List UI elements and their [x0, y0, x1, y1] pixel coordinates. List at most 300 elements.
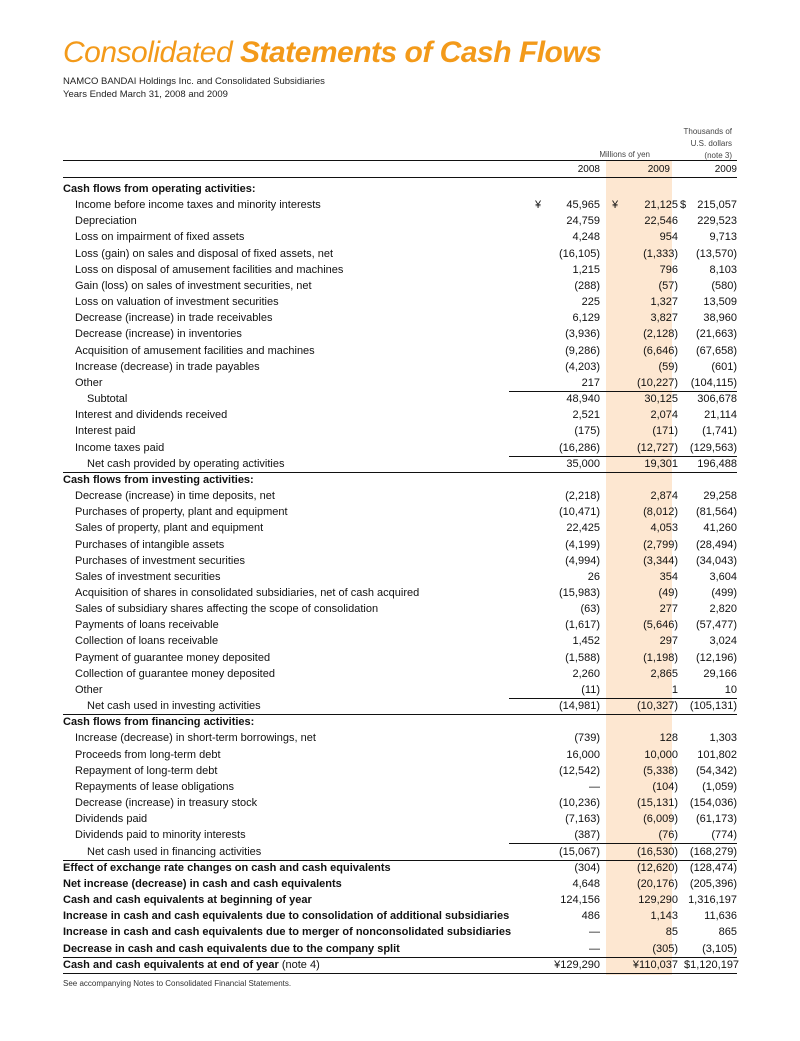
row-label	[75, 747, 221, 763]
value-col-2: (2,799)	[643, 539, 678, 551]
value-col-1: (10,471)	[559, 506, 600, 518]
value-col-2: (1,198)	[643, 652, 678, 664]
row-label	[63, 957, 320, 973]
title-bold: Statements of Cash Flows	[239, 36, 602, 69]
row-label	[75, 682, 103, 698]
value-col-2: (20,176)	[637, 878, 678, 890]
value-col-1: 1,452	[572, 635, 600, 647]
table-row	[63, 844, 737, 860]
value-col-2: 277	[659, 603, 678, 615]
value-col-3: (28,494)	[696, 539, 737, 551]
value-col-1: 4,648	[572, 878, 600, 890]
value-col-3: (580)	[711, 280, 737, 292]
value-col-1: 486	[581, 910, 600, 922]
value-col-1: (15,983)	[559, 587, 600, 599]
value-col-3: (105,131)	[689, 700, 737, 712]
value-col-3: (34,043)	[696, 555, 737, 567]
table-row	[63, 472, 737, 488]
row-label-text: Repayments of lease obligations	[75, 781, 234, 793]
column-header-2008: 2008	[577, 164, 600, 175]
value-col-1: (4,199)	[565, 539, 600, 551]
value-col-2: 4,053	[650, 522, 678, 534]
table-row	[63, 553, 737, 569]
row-label-text: Other	[75, 684, 103, 696]
row-divider	[63, 860, 737, 861]
column-header-2009-usd: 2009	[714, 164, 737, 175]
value-col-3: 865	[718, 926, 737, 938]
row-label	[63, 714, 254, 730]
value-col-1: —	[589, 943, 600, 955]
currency-symbol: $	[680, 199, 687, 211]
row-label	[75, 585, 419, 601]
table-row	[63, 811, 737, 827]
value-col-3: (499)	[711, 587, 737, 599]
row-label-text: Interest paid	[75, 425, 136, 437]
value-col-3: 3,024	[709, 635, 737, 647]
table-row	[63, 957, 740, 973]
value-col-3: 29,258	[703, 490, 737, 502]
value-col-1: 48,940	[566, 393, 600, 405]
value-col-3: (67,658)	[696, 345, 737, 357]
header-bottom-rule	[63, 177, 737, 178]
row-label-text: Decrease (increase) in time deposits, net	[75, 490, 275, 502]
row-divider	[63, 472, 737, 473]
row-label	[75, 359, 260, 375]
value-col-2: (6,009)	[643, 813, 678, 825]
value-col-3: 10	[724, 684, 737, 696]
row-label-text: Increase (decrease) in short-term borrowings, net	[75, 732, 316, 744]
value-col-1: (10,236)	[559, 797, 600, 809]
value-col-2: (16,530)	[637, 846, 678, 858]
title-light: Consolidated	[63, 36, 240, 69]
value-col-1: (387)	[574, 829, 600, 841]
unit-usd-line1: Thousands of	[683, 127, 732, 136]
value-col-1: (14,981)	[559, 700, 600, 712]
value-col-2: 19,301	[644, 458, 678, 470]
table-row	[63, 763, 737, 779]
row-label-text: Other	[75, 377, 103, 389]
value-col-3: (154,036)	[689, 797, 737, 809]
row-label-text: Collection of loans receivable	[75, 635, 219, 647]
fiscal-period: Years Ended March 31, 2008 and 2009	[63, 89, 228, 100]
row-label	[75, 569, 221, 585]
table-row	[63, 359, 737, 375]
row-label-text: Gain (loss) on sales of investment securities, net	[75, 280, 312, 292]
value-col-1: 4,248	[572, 231, 600, 243]
table-row	[63, 617, 737, 633]
row-divider	[509, 843, 737, 844]
value-col-3: 229,523	[697, 215, 737, 227]
value-col-3: 8,103	[709, 264, 737, 276]
value-col-2: 796	[659, 264, 678, 276]
row-label	[75, 730, 316, 746]
row-label-text: Dividends paid to minority interests	[75, 829, 246, 841]
table-row	[63, 730, 737, 746]
row-label-text: Decrease (increase) in trade receivables	[75, 312, 273, 324]
table-row	[63, 375, 737, 391]
row-divider	[63, 957, 737, 958]
row-divider	[509, 391, 737, 392]
row-divider	[63, 973, 737, 974]
row-label	[63, 924, 511, 940]
row-label	[75, 343, 315, 359]
row-label-text: Increase (decrease) in trade payables	[75, 361, 260, 373]
value-col-2: 1,143	[650, 910, 678, 922]
row-label-text: Collection of guarantee money deposited	[75, 668, 275, 680]
value-col-1: 22,425	[566, 522, 600, 534]
value-col-3: 13,509	[703, 296, 737, 308]
table-row	[63, 682, 737, 698]
value-col-2: 2,874	[650, 490, 678, 502]
row-label	[75, 262, 343, 278]
row-label-text: Decrease (increase) in treasury stock	[75, 797, 258, 809]
value-col-2: (10,327)	[637, 700, 678, 712]
value-col-2: 21,125	[644, 199, 678, 211]
value-col-1: (15,067)	[559, 846, 600, 858]
table-row	[63, 440, 737, 456]
value-col-2: (49)	[658, 587, 678, 599]
row-label	[87, 391, 127, 407]
value-col-1: (9,286)	[565, 345, 600, 357]
row-label-text: Purchases of property, plant and equipment	[75, 506, 288, 518]
value-col-2: (5,338)	[643, 765, 678, 777]
row-label	[75, 617, 219, 633]
table-row	[63, 650, 737, 666]
value-col-3: 41,260	[703, 522, 737, 534]
value-col-1: (4,994)	[565, 555, 600, 567]
row-label	[75, 504, 288, 520]
row-label-text: Net cash used in investing activities	[87, 700, 261, 712]
row-label-text: Increase in cash and cash equivalents due to merger of nonconsolidated subsidiaries	[63, 926, 512, 938]
row-label	[75, 553, 245, 569]
table-row	[63, 601, 737, 617]
row-label-text: Loss on impairment of fixed assets	[75, 231, 245, 243]
value-col-3: (168,279)	[689, 846, 737, 858]
value-col-3: 9,713	[709, 231, 737, 243]
row-label-text: Acquisition of amusement facilities and machines	[75, 345, 315, 357]
row-label-text: Sales of investment securities	[75, 571, 221, 583]
row-label	[63, 908, 509, 924]
row-label-text: Increase in cash and cash equivalents due to consolidation of additional subsidiaries	[63, 910, 510, 922]
value-col-3: (128,474)	[689, 862, 737, 874]
column-header-2009-yen: 2009	[647, 164, 670, 175]
value-col-1: (16,286)	[559, 442, 600, 454]
table-row	[63, 779, 737, 795]
unit-yen: Millions of yen	[599, 150, 650, 159]
table-row	[63, 908, 737, 924]
value-col-2: (3,344)	[643, 555, 678, 567]
row-label	[63, 941, 400, 957]
value-col-1: —	[589, 781, 600, 793]
row-label-text: Sales of subsidiary shares affecting the scope of consolidation	[75, 603, 379, 615]
row-label	[75, 520, 263, 536]
value-col-1: 1,215	[572, 264, 600, 276]
table-row	[63, 294, 737, 310]
value-col-2: (12,620)	[637, 862, 678, 874]
company-name: NAMCO BANDAI Holdings Inc. and Consolidated Subsidiaries	[63, 76, 325, 87]
row-label-text: Payment of guarantee money deposited	[75, 652, 271, 664]
row-label	[75, 795, 257, 811]
row-label-text: Cash and cash equivalents at end of year	[63, 959, 279, 971]
table-row	[63, 941, 737, 957]
row-label-suffix: (note 4)	[278, 959, 320, 971]
row-divider	[509, 456, 737, 457]
value-col-3: (61,173)	[696, 813, 737, 825]
row-label	[75, 310, 272, 326]
row-label	[75, 601, 378, 617]
row-label	[75, 537, 224, 553]
table-row	[63, 924, 737, 940]
table-row	[63, 343, 737, 359]
value-col-1: (304)	[574, 862, 600, 874]
table-row	[63, 520, 737, 536]
value-col-3: 306,678	[697, 393, 737, 405]
currency-symbol: ¥	[612, 199, 619, 211]
table-row	[63, 229, 737, 245]
value-col-3: (774)	[711, 829, 737, 841]
row-label-text: Net cash used in financing activities	[87, 846, 262, 858]
value-col-1: (7,163)	[565, 813, 600, 825]
value-col-1: 26	[587, 571, 600, 583]
row-label	[75, 294, 279, 310]
page-title	[63, 36, 601, 70]
value-col-2: 129,290	[638, 894, 678, 906]
value-col-1: (2,218)	[565, 490, 600, 502]
table-row	[63, 278, 737, 294]
value-col-2: (76)	[658, 829, 678, 841]
value-col-1: 124,156	[560, 894, 600, 906]
row-label-text: Repayment of long-term debt	[75, 765, 218, 777]
header-top-rule	[63, 160, 737, 161]
value-col-3: 1,316,197	[688, 894, 737, 906]
table-row	[63, 456, 737, 472]
value-col-3: (54,342)	[696, 765, 737, 777]
value-col-2: ¥110,037	[632, 959, 678, 971]
table-row	[63, 860, 737, 876]
table-row	[63, 246, 737, 262]
table-row	[63, 262, 737, 278]
value-col-3: 3,604	[709, 571, 737, 583]
value-col-1: (3,936)	[565, 328, 600, 340]
value-col-2: 1,327	[650, 296, 678, 308]
row-label	[63, 472, 254, 488]
table-row	[63, 714, 737, 730]
unit-usd-line2: U.S. dollars	[690, 139, 732, 148]
table-row	[63, 504, 737, 520]
row-label	[75, 326, 242, 342]
row-label-text: Payments of loans receivable	[75, 619, 219, 631]
row-label	[87, 456, 285, 472]
row-label-text: Purchases of intangible assets	[75, 539, 225, 551]
value-col-3: 101,802	[697, 749, 737, 761]
value-col-2: (171)	[652, 425, 678, 437]
row-label	[63, 892, 312, 908]
row-label	[75, 827, 246, 843]
value-col-2: 1	[671, 684, 678, 696]
row-label-text: Cash flows from investing activities:	[63, 474, 254, 486]
value-col-1: (739)	[574, 732, 600, 744]
row-label	[63, 876, 342, 892]
row-label-text: Dividends paid	[75, 813, 148, 825]
table-row	[63, 876, 737, 892]
value-col-3: (601)	[711, 361, 737, 373]
value-col-2: (1,333)	[643, 248, 678, 260]
value-col-3: (13,570)	[696, 248, 737, 260]
table-row	[63, 569, 737, 585]
value-col-2: 128	[659, 732, 678, 744]
value-col-1: (63)	[580, 603, 600, 615]
value-col-1: 2,521	[572, 409, 600, 421]
value-col-2: 3,827	[650, 312, 678, 324]
row-label-text: Depreciation	[75, 215, 137, 227]
row-label	[75, 650, 270, 666]
row-label-text: Net increase (decrease) in cash and cash equivalents	[63, 878, 342, 890]
table-row	[63, 698, 737, 714]
row-label	[63, 860, 391, 876]
value-col-3: (12,196)	[696, 652, 737, 664]
table-row	[63, 892, 737, 908]
table-row	[63, 585, 737, 601]
value-col-3: 196,488	[697, 458, 737, 470]
value-col-2: 30,125	[644, 393, 678, 405]
value-col-3: 1,303	[709, 732, 737, 744]
value-col-3: (21,663)	[696, 328, 737, 340]
row-label-text: Decrease in cash and cash equivalents due to the company split	[63, 943, 400, 955]
row-label-text: Proceeds from long-term debt	[75, 749, 221, 761]
value-col-3: 2,820	[709, 603, 737, 615]
row-label-text: Cash flows from financing activities:	[63, 716, 255, 728]
value-col-1: 35,000	[566, 458, 600, 470]
table-row	[63, 666, 737, 682]
value-col-2: (5,646)	[643, 619, 678, 631]
value-col-1: 225	[581, 296, 600, 308]
value-col-3: (81,564)	[696, 506, 737, 518]
value-col-2: 10,000	[644, 749, 678, 761]
value-col-2: (6,646)	[643, 345, 678, 357]
row-label	[75, 423, 136, 439]
row-label-text: Loss on valuation of investment securities	[75, 296, 279, 308]
row-label-text: Purchases of investment securities	[75, 555, 245, 567]
unit-usd-line3: (note 3)	[704, 151, 732, 160]
value-col-1: 217	[581, 377, 600, 389]
table-row	[63, 633, 737, 649]
value-col-1: (12,542)	[559, 765, 600, 777]
row-divider	[63, 714, 737, 715]
row-label	[63, 181, 256, 197]
value-col-2: (15,131)	[637, 797, 678, 809]
value-col-1: 45,965	[566, 199, 600, 211]
row-label	[75, 633, 218, 649]
table-row	[63, 181, 737, 197]
row-label	[75, 213, 137, 229]
row-label-text: Acquisition of shares in consolidated subsidiaries, net of cash acquired	[75, 587, 420, 599]
row-label	[75, 278, 312, 294]
table-row	[63, 326, 737, 342]
row-label	[87, 698, 261, 714]
value-col-2: 85	[665, 926, 678, 938]
value-col-1: (1,588)	[565, 652, 600, 664]
value-col-1: (4,203)	[565, 361, 600, 373]
value-col-2: 297	[659, 635, 678, 647]
row-label	[75, 197, 321, 213]
value-col-1: 6,129	[572, 312, 600, 324]
row-label-text: Cash flows from operating activities:	[63, 183, 256, 195]
table-row	[63, 407, 737, 423]
table-row	[63, 391, 737, 407]
table-row	[63, 310, 737, 326]
value-col-3: 29,166	[703, 668, 737, 680]
value-col-3: (1,059)	[702, 781, 737, 793]
row-label-text: Effect of exchange rate changes on cash and cash equivalents	[63, 862, 391, 874]
row-label	[75, 779, 234, 795]
row-label	[75, 763, 217, 779]
row-label	[75, 229, 244, 245]
value-col-2: 954	[659, 231, 678, 243]
table-row	[63, 423, 737, 439]
table-row	[63, 197, 737, 213]
value-col-3: 11,636	[704, 910, 737, 922]
value-col-3: 21,114	[704, 409, 737, 421]
row-label-text: Interest and dividends received	[75, 409, 228, 421]
row-label-text: Loss on disposal of amusement facilities and machines	[75, 264, 344, 276]
value-col-3: (205,396)	[689, 878, 737, 890]
table-row	[63, 488, 737, 504]
table-row	[63, 795, 737, 811]
value-col-1: ¥129,290	[554, 959, 600, 971]
row-label-text: Income taxes paid	[75, 442, 165, 454]
value-col-1: (175)	[574, 425, 600, 437]
value-col-3: 38,960	[703, 312, 737, 324]
value-col-2: (10,227)	[637, 377, 678, 389]
row-divider	[509, 698, 737, 699]
value-col-1: 16,000	[566, 749, 600, 761]
row-label-text: Income before income taxes and minority interests	[75, 199, 321, 211]
value-col-1: (11)	[581, 684, 600, 696]
table-row	[63, 537, 737, 553]
footnote: See accompanying Notes to Consolidated Financial Statements.	[63, 979, 292, 988]
value-col-2: (305)	[652, 943, 678, 955]
row-label-text: Cash and cash equivalents at beginning of year	[63, 894, 312, 906]
value-col-2: (59)	[658, 361, 678, 373]
value-col-1: 2,260	[572, 668, 600, 680]
row-label	[75, 666, 275, 682]
row-label-text: Subtotal	[87, 393, 128, 405]
value-col-1: (288)	[574, 280, 600, 292]
value-col-3: (1,741)	[702, 425, 737, 437]
value-col-2: 2,865	[650, 668, 678, 680]
row-label	[75, 246, 333, 262]
value-col-3: (3,105)	[702, 943, 737, 955]
table-row	[63, 747, 737, 763]
row-label	[75, 407, 227, 423]
value-col-3: 215,057	[697, 199, 737, 211]
row-label	[75, 440, 164, 456]
table-row	[63, 213, 737, 229]
row-label-text: Decrease (increase) in inventories	[75, 328, 242, 340]
value-col-2: (8,012)	[643, 506, 678, 518]
value-col-1: 24,759	[566, 215, 600, 227]
value-col-2: (12,727)	[637, 442, 678, 454]
value-col-2: (104)	[652, 781, 678, 793]
value-col-3: $1,120,197	[684, 959, 740, 971]
row-label	[75, 811, 147, 827]
value-col-3: (57,477)	[696, 619, 737, 631]
row-label	[75, 375, 103, 391]
value-col-1: —	[589, 926, 600, 938]
value-col-2: (2,128)	[643, 328, 678, 340]
value-col-2: 354	[659, 571, 678, 583]
row-label-text: Net cash provided by operating activities	[87, 458, 285, 470]
